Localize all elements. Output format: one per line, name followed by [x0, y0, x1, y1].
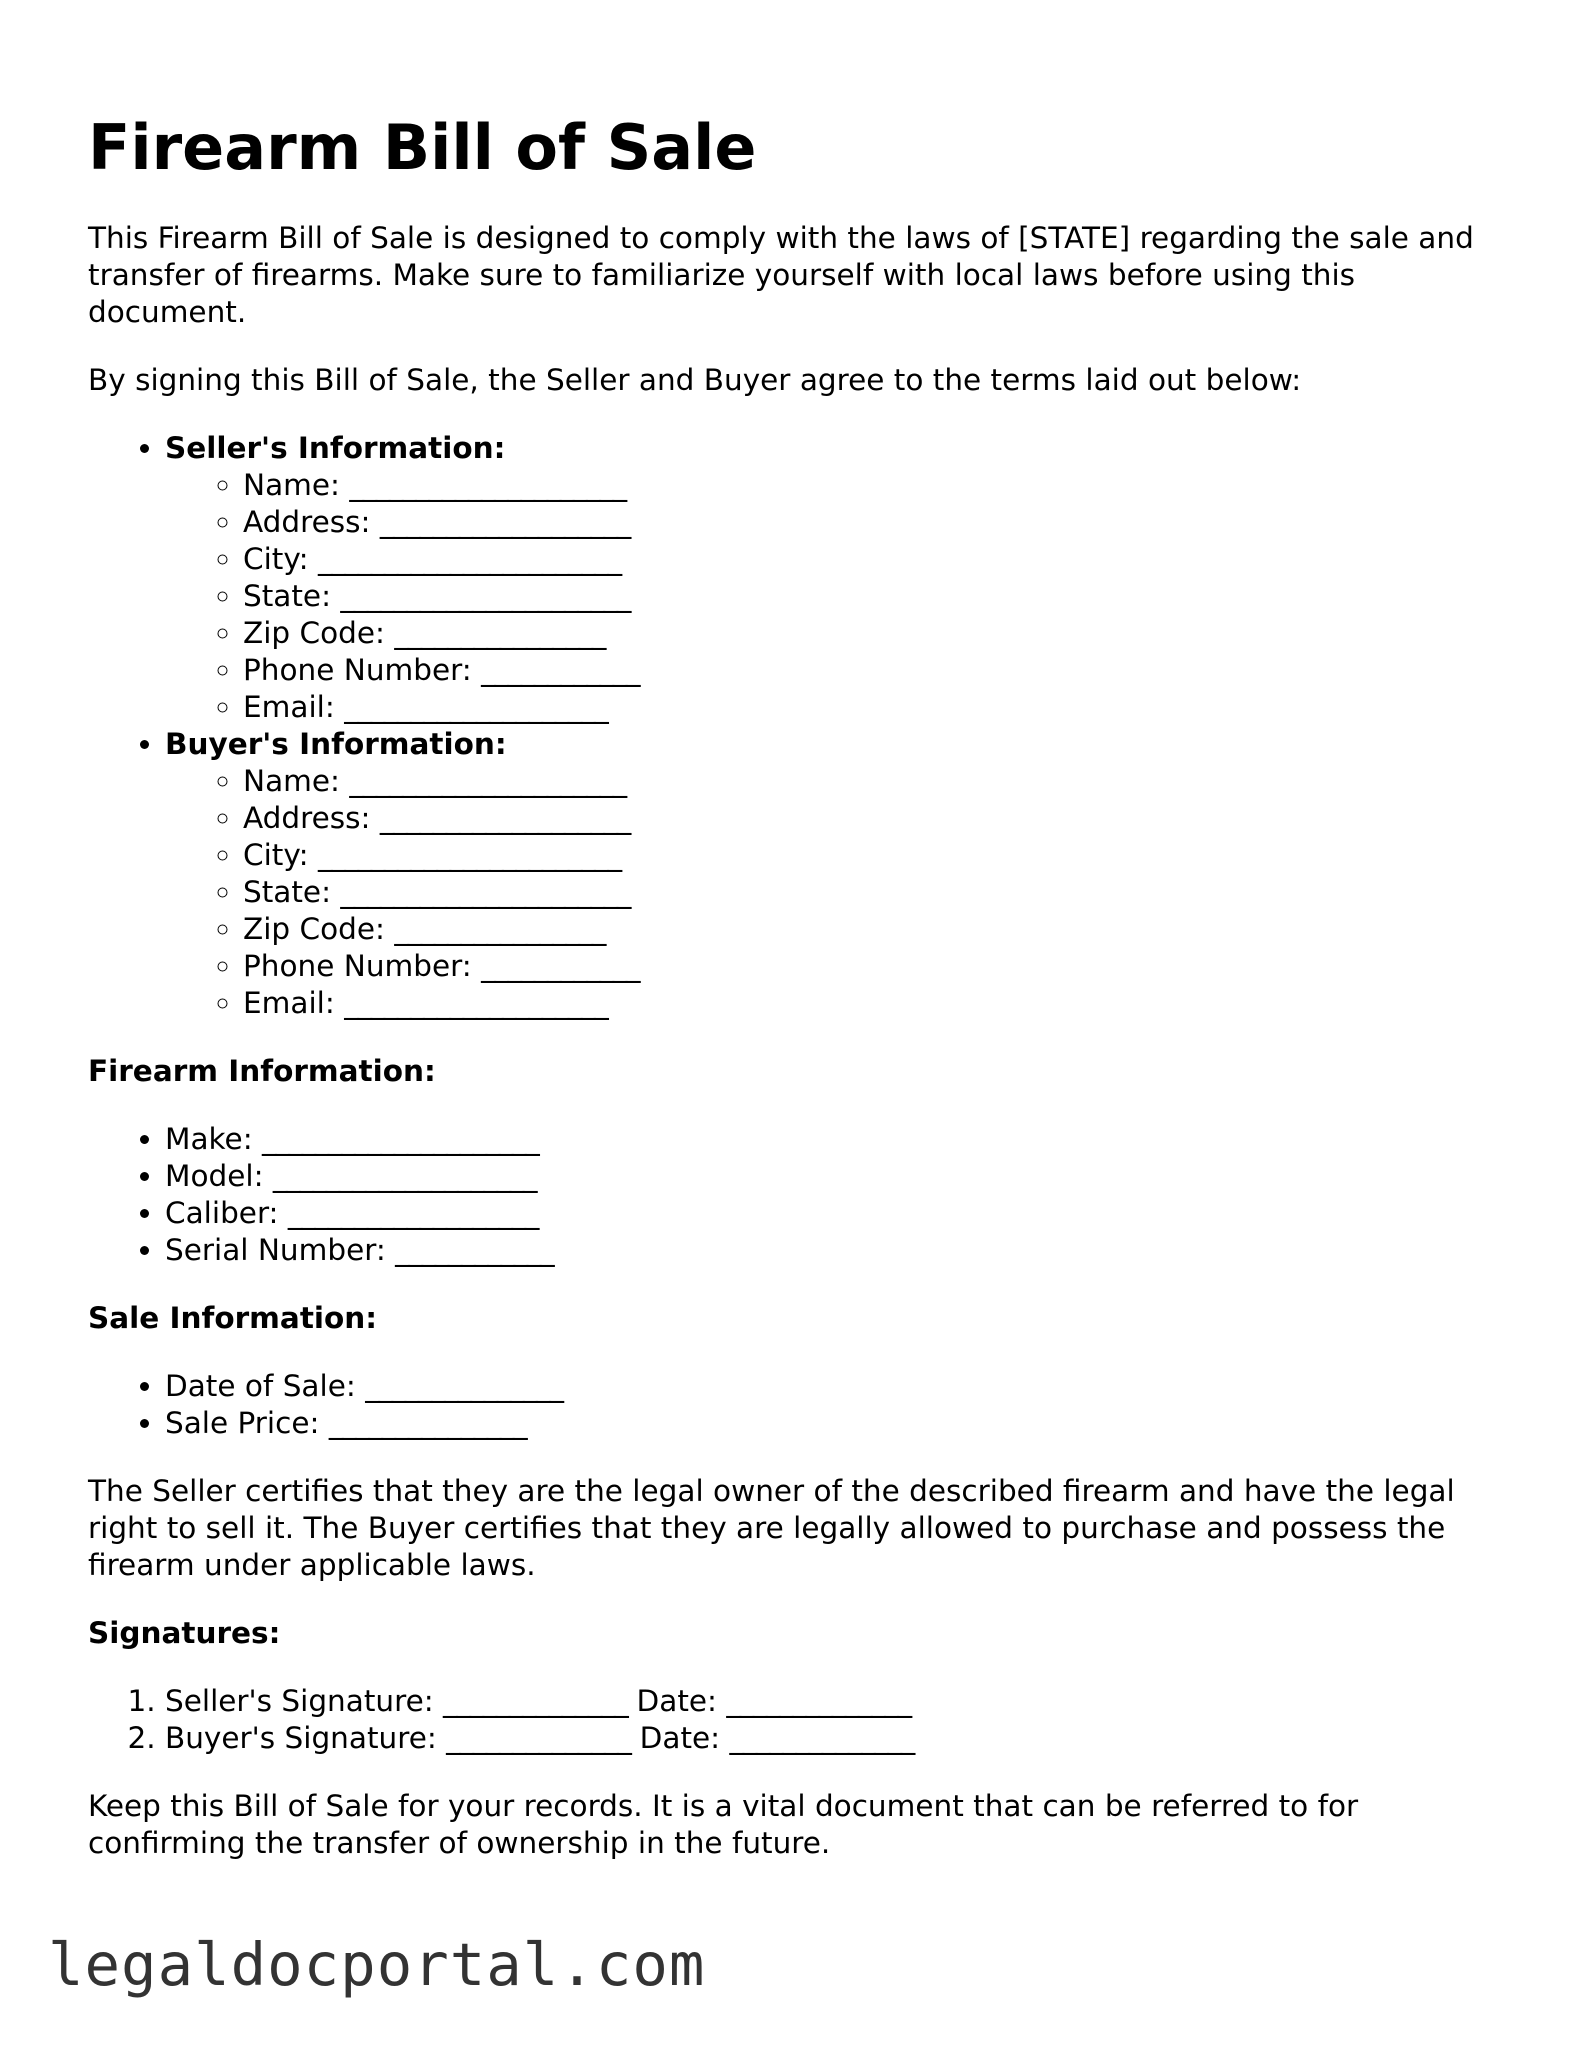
blank-line[interactable]: ____________ — [395, 1233, 553, 1267]
buyer-name-field — [243, 763, 1508, 800]
buyer-zip-field — [243, 911, 1508, 948]
field-label: Zip Code: — [243, 912, 385, 946]
agreement-paragraph: By signing this Bill of Sale, the Seller and Buyer agree to the terms laid out below: — [88, 363, 1302, 397]
field-label: Phone Number: — [243, 949, 472, 983]
date-label: Date: — [639, 1721, 721, 1755]
blank-line[interactable]: _____________________ — [262, 1122, 539, 1156]
field-label: State: — [243, 875, 332, 909]
blank-line[interactable]: ______________________ — [340, 875, 630, 909]
field-label: Sale Price: — [165, 1406, 320, 1440]
seller-zip-field — [243, 615, 1508, 652]
buyer-phone-field — [243, 948, 1508, 985]
closing-paragraph: Keep this Bill of Sale for your records. It is a vital document that can be referred to for confirming the transfer of ownership in the future. — [88, 1789, 1359, 1860]
blank-line[interactable]: ___________________ — [379, 505, 630, 539]
seller-name-field — [243, 467, 1508, 504]
blank-line[interactable]: ________________ — [394, 616, 605, 650]
seller-city-field — [243, 541, 1508, 578]
buyer-signature-line — [165, 1720, 1508, 1757]
firearm-model-field — [165, 1158, 1508, 1195]
buyer-heading: Buyer's Information: — [165, 727, 507, 761]
field-label: Phone Number: — [243, 653, 472, 687]
blank-line[interactable]: ________________ — [394, 912, 605, 946]
date-label: Date: — [636, 1684, 717, 1718]
signatures-list — [88, 1683, 1508, 1757]
field-label: Caliber: — [165, 1196, 279, 1230]
blank-line[interactable]: ____________ — [481, 653, 639, 687]
field-label: Address: — [243, 505, 371, 539]
sale-heading: Sale Information: — [88, 1301, 378, 1335]
buyer-city-field — [243, 837, 1508, 874]
buyer-section — [165, 726, 1508, 1022]
field-label: Zip Code: — [243, 616, 385, 650]
field-label: Buyer's Signature: — [165, 1721, 437, 1755]
seller-heading: Seller's Information: — [165, 431, 506, 465]
firearm-fields — [88, 1121, 1508, 1269]
seller-email-field — [243, 689, 1508, 726]
field-label: Seller's Signature: — [165, 1684, 434, 1718]
buyer-email-field — [243, 985, 1508, 1022]
firearm-caliber-field — [165, 1195, 1508, 1232]
blank-line[interactable]: _______________ — [328, 1406, 527, 1440]
firearm-heading: Firearm Information: — [88, 1054, 436, 1088]
sale-date-field — [165, 1368, 1508, 1405]
signature-blank[interactable]: ______________ — [446, 1721, 631, 1755]
field-label: Email: — [243, 690, 335, 724]
seller-state-field — [243, 578, 1508, 615]
seller-signature-line — [165, 1683, 1508, 1720]
signatures-heading: Signatures: — [88, 1616, 281, 1650]
blank-line[interactable]: ______________________ — [340, 579, 630, 613]
blank-line[interactable]: _____________________ — [349, 764, 626, 798]
document-page — [88, 108, 1508, 1893]
blank-line[interactable]: _______________________ — [318, 838, 621, 872]
field-label: Email: — [243, 986, 335, 1020]
blank-line[interactable]: ____________________ — [344, 986, 608, 1020]
blank-line[interactable]: ____________________ — [344, 690, 608, 724]
seller-phone-field — [243, 652, 1508, 689]
buyer-fields — [165, 763, 1508, 1022]
field-label: Make: — [165, 1122, 253, 1156]
field-label: City: — [243, 838, 309, 872]
signature-blank[interactable]: ______________ — [443, 1684, 628, 1718]
certification-paragraph: The Seller certifies that they are the legal owner of the described firearm and have the legal right to sell it. The Buyer certifies that they are legally allowed to purchase and possess the firearm under applicable laws. — [88, 1474, 1455, 1582]
blank-line[interactable]: ___________________ — [379, 801, 630, 835]
seller-address-field — [243, 504, 1508, 541]
firearm-serial-field — [165, 1232, 1508, 1269]
seller-fields — [165, 467, 1508, 726]
date-blank[interactable]: ______________ — [726, 1684, 911, 1718]
field-label: Address: — [243, 801, 371, 835]
watermark-text: legaldocportal.com — [48, 1930, 706, 1999]
blank-line[interactable]: ___________________ — [287, 1196, 538, 1230]
page-title: Firearm Bill of Sale — [88, 111, 757, 184]
field-label: Name: — [243, 468, 340, 502]
field-label: Serial Number: — [165, 1233, 386, 1267]
sale-fields — [88, 1368, 1508, 1442]
blank-line[interactable]: _____________________ — [349, 468, 626, 502]
sale-price-field — [165, 1405, 1508, 1442]
blank-line[interactable]: _______________ — [365, 1369, 563, 1403]
blank-line[interactable]: _______________________ — [318, 542, 621, 576]
firearm-make-field — [165, 1121, 1508, 1158]
blank-line[interactable]: ____________ — [481, 949, 639, 983]
field-label: City: — [243, 542, 309, 576]
field-label: Name: — [243, 764, 340, 798]
date-blank[interactable]: ______________ — [729, 1721, 914, 1755]
field-label: State: — [243, 579, 332, 613]
buyer-address-field — [243, 800, 1508, 837]
intro-paragraph: This Firearm Bill of Sale is designed to comply with the laws of [STATE] regarding the sale and transfer of firearms. Make sure to familiarize yourself with local laws before using this document. — [88, 221, 1474, 329]
parties-list — [88, 430, 1508, 1022]
blank-line[interactable]: ____________________ — [272, 1159, 536, 1193]
field-label: Date of Sale: — [165, 1369, 356, 1403]
buyer-state-field — [243, 874, 1508, 911]
seller-section — [165, 430, 1508, 726]
field-label: Model: — [165, 1159, 264, 1193]
